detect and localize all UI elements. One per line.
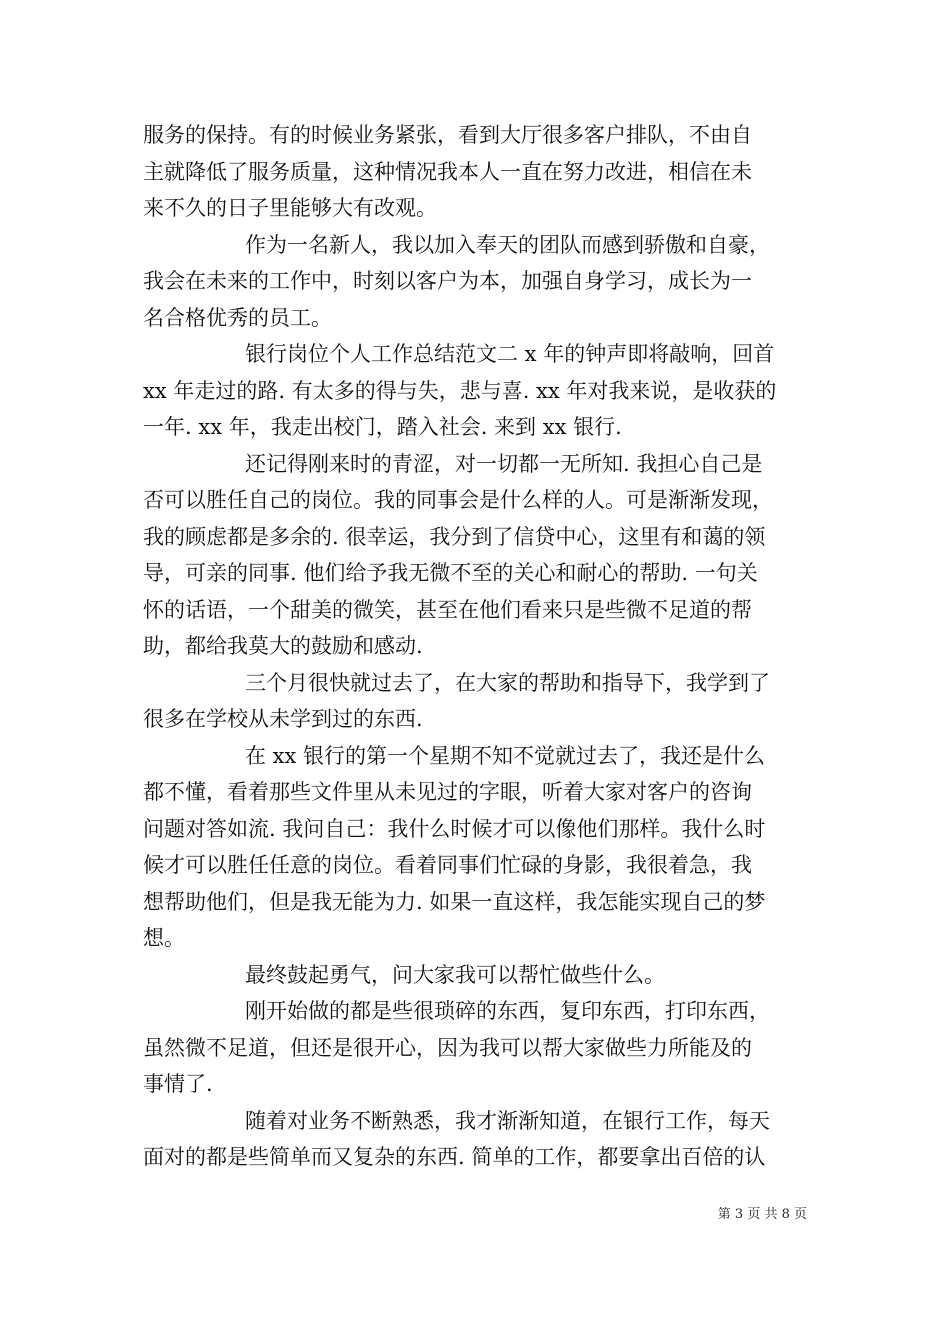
text-line: 想。 [143, 926, 185, 950]
text-line: 候才可以胜任任意的岗位。看着同事们忙碌的身影，我很着急，我 [143, 853, 752, 877]
text-line: 三个月很快就过去了，在大家的帮助和指导下，我学到了 [245, 670, 770, 695]
text-line: 在 xx 银行的第一个星期不知不觉就过去了，我还是什么 [245, 743, 766, 768]
text-line: 导，可亲的同事. 他们给予我无微不至的关心和耐心的帮助. 一句关 [143, 561, 758, 585]
text-line: 来不久的日子里能够大有改观。 [143, 196, 437, 220]
text-line: 服务的保持。有的时候业务紧张，看到大厅很多客户排队，不由自 [143, 123, 752, 147]
text-line: 主就降低了服务质量，这种情况我本人一直在努力改进，相信在未 [143, 159, 752, 184]
text-line: 助，都给我莫大的鼓励和感动. [143, 634, 423, 658]
text-line: 作为一名新人，我以加入奉天的团队而感到骄傲和自豪， [245, 232, 770, 257]
text-line: 很多在学校从未学到过的东西. [143, 707, 423, 731]
text-line: 随着对业务不断熟悉，我才渐渐知道，在银行工作，每天 [245, 1108, 770, 1133]
text-line: xx 年走过的路. 有太多的得与失，悲与喜. xx 年对我来说，是收获的 [143, 378, 777, 403]
text-line: 怀的话语，一个甜美的微笑，甚至在他们看来只是些微不足道的帮 [143, 597, 752, 622]
page-number: 第 3 页 共 8 页 [717, 1207, 807, 1222]
text-line: 想帮助他们，但是我无能为力. 如果一直这样，我怎能实现自己的梦 [143, 889, 766, 914]
text-line: 还记得刚来时的青涩，对一切都一无所知. 我担心自己是 [245, 451, 763, 476]
document-body [143, 117, 811, 1176]
text-line: 我会在未来的工作中，时刻以客户为本，加强自身学习，成长为一 [143, 269, 752, 293]
text-line: 否可以胜任自己的岗位。我的同事会是什么样的人。可是渐渐发现， [143, 488, 773, 512]
text-line: 虽然微不足道，但还是很开心，因为我可以帮大家做些力所能及的 [143, 1035, 752, 1060]
text-line: 名合格优秀的员工。 [143, 305, 332, 330]
text-line: 面对的都是些简单而又复杂的东西. 简单的工作，都要拿出百倍的认 [143, 1145, 766, 1169]
text-line: 最终鼓起勇气，问大家我可以帮忙做些什么。 [245, 962, 665, 987]
text-line: 都不懂，看着那些文件里从未见过的字眼，听着大家对客户的咨询 [143, 780, 752, 804]
text-line: 刚开始做的都是些很琐碎的东西，复印东西，打印东西， [245, 999, 770, 1023]
text-line: 银行岗位个人工作总结范文二 x 年的钟声即将敲响，回首 [245, 342, 775, 366]
text-line: 问题对答如流. 我问自己：我什么时候才可以像他们那样。我什么时 [143, 816, 766, 841]
text-line: 事情了. [143, 1072, 213, 1096]
text-line: 我的顾虑都是多余的. 很幸运，我分到了信贷中心，这里有和蔼的领 [143, 524, 766, 549]
text-line: 一年. xx 年，我走出校门，踏入社会. 来到 xx 银行. [143, 415, 622, 439]
